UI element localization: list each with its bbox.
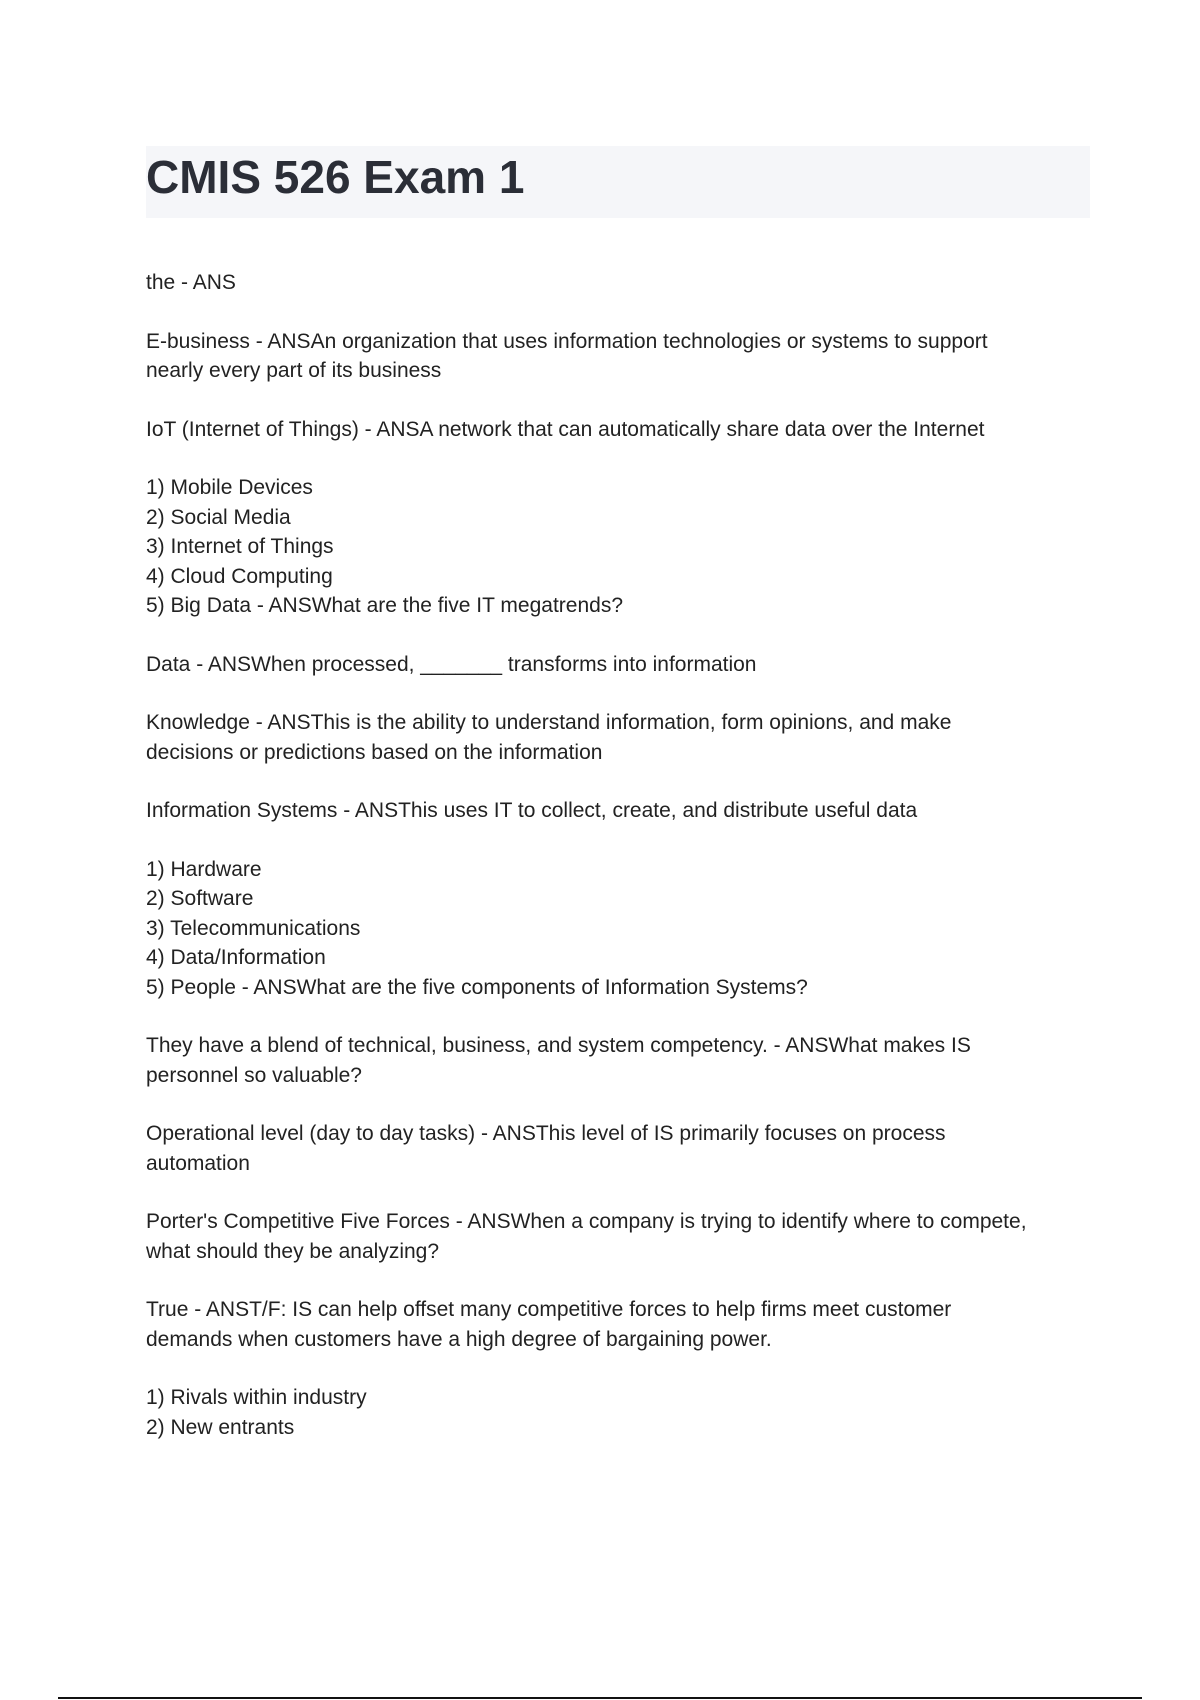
entry-line: 3) Telecommunications [146,916,361,940]
entry-line: Data - ANSWhen processed, _______ transforms into information [146,652,757,676]
document-body [146,268,1096,1471]
qa-entry [146,268,1096,298]
entry-line: what should they be analyzing? [146,1239,440,1263]
qa-entry [146,1295,1096,1354]
entry-line: 5) People - ANSWhat are the five components of Information Systems? [146,975,808,999]
entry-line: 1) Rivals within industry [146,1386,367,1409]
qa-entry [146,855,1096,1003]
qa-entry [146,708,1096,767]
entry-line: Operational level (day to day tasks) - ANSThis level of IS primarily focuses on process [146,1122,946,1145]
entry-line: Knowledge - ANSThis is the ability to understand information, form opinions, and make [146,711,952,734]
entry-line: IoT (Internet of Things) - ANSA network that can automatically share data over the Internet [146,417,985,441]
title-banner [146,146,1090,218]
qa-entry [146,473,1096,621]
entry-line: 1) Mobile Devices [146,476,313,499]
entry-line: True - ANST/F: IS can help offset many competitive forces to help firms meet customer [146,1298,952,1321]
qa-entry [146,327,1096,386]
entry-line: 2) New entrants [146,1415,295,1439]
entry-line: 5) Big Data - ANSWhat are the five IT megatrends? [146,594,624,617]
entry-line: 3) Internet of Things [146,535,334,558]
qa-entry [146,1031,1096,1090]
entry-line: demands when customers have a high degree of bargaining power. [146,1327,772,1351]
entry-line: decisions or predictions based on the information [146,740,603,764]
qa-entry [146,1207,1096,1266]
entry-line: 1) Hardware [146,857,262,881]
entry-line: Information Systems - ANSThis uses IT to collect, create, and distribute useful data [146,799,918,822]
entry-line: Porter's Competitive Five Forces - ANSWhen a company is trying to identify where to compete, [146,1210,1027,1233]
entry-line: 2) Social Media [146,505,291,529]
entry-line: automation [146,1151,250,1175]
entry-line: E-business - ANSAn organization that uses information technologies or systems to support [146,329,988,353]
entry-line: nearly every part of its business [146,359,442,382]
footer-divider [58,1697,1142,1699]
qa-entry [146,650,1096,680]
qa-entry [146,415,1096,445]
entry-line: the - ANS [146,271,236,294]
entry-line: They have a blend of technical, business, and system competency. - ANSWhat makes IS [146,1034,971,1057]
entry-line: personnel so valuable? [146,1063,362,1087]
page-title: CMIS 526 Exam 1 [146,151,525,203]
entry-line: 2) Software [146,887,254,910]
entry-line: 4) Data/Information [146,946,326,969]
qa-entry [146,1383,1096,1442]
entry-line: 4) Cloud Computing [146,564,333,588]
qa-entry [146,1119,1096,1178]
qa-entry [146,796,1096,826]
